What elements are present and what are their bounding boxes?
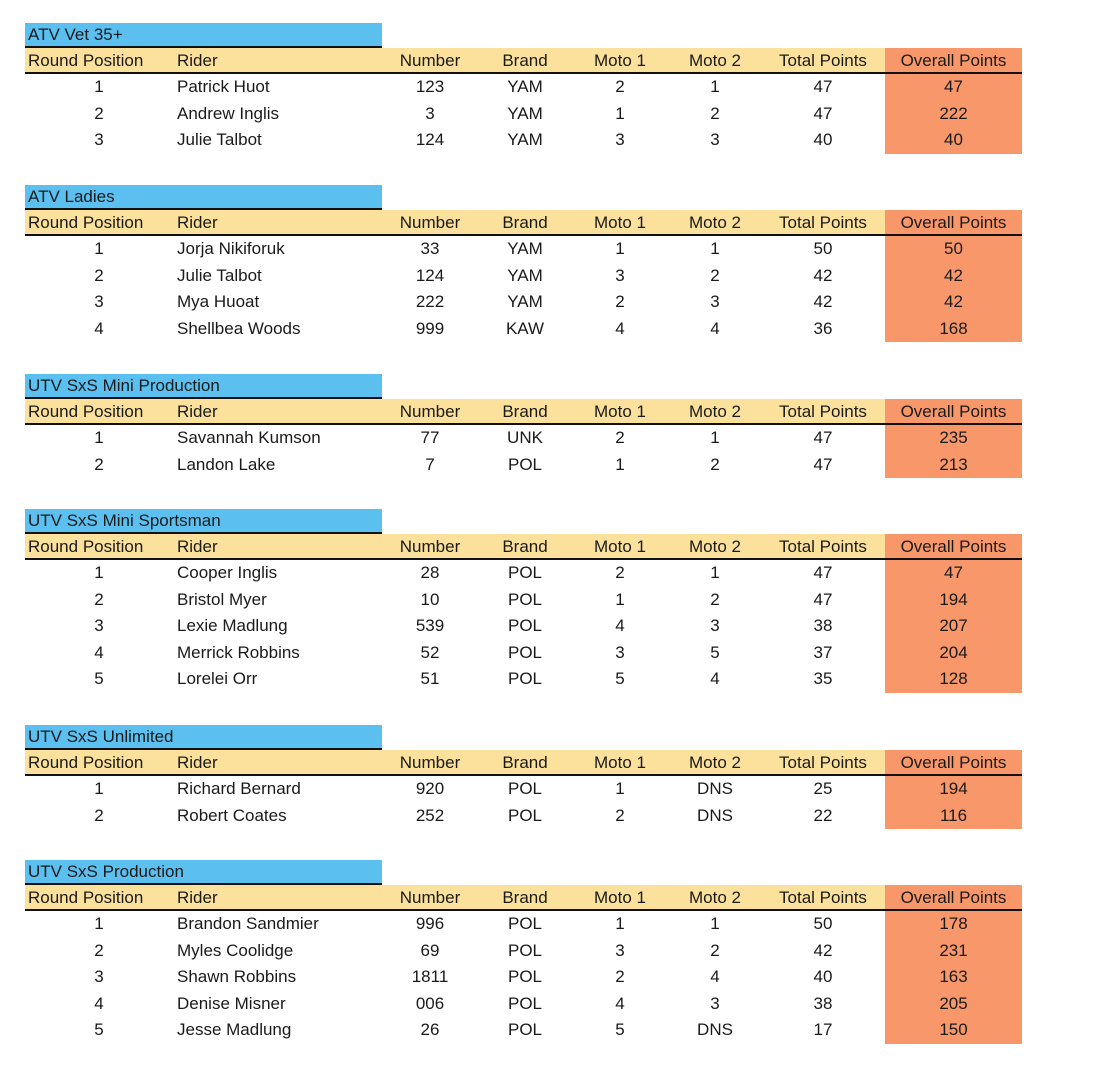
- cell-moto2: 4: [710, 669, 720, 689]
- cell-moto2: 1: [710, 428, 720, 447]
- cell-round-position: 2: [94, 454, 104, 474]
- cell-overall-points: 47: [885, 560, 1022, 587]
- results-table-section: [25, 374, 1022, 478]
- table-row: [25, 776, 1022, 803]
- table-row: [25, 1017, 1022, 1044]
- cell-number: 33: [420, 239, 440, 258]
- cell-moto1: 1: [615, 454, 625, 474]
- table-row: [25, 964, 1022, 991]
- cell-number: 124: [415, 265, 445, 285]
- cell-round-position: 3: [94, 616, 104, 636]
- cell-total-points: 42: [813, 940, 833, 960]
- cell-total-points: 47: [813, 589, 833, 609]
- cell-total-points: 47: [813, 77, 833, 96]
- column-header-brand: Brand: [502, 537, 548, 556]
- cell-brand: POL: [507, 589, 543, 609]
- table-header-row: [25, 750, 1022, 776]
- section-title: ATV Vet 35+: [25, 23, 382, 48]
- column-header-moto1: Moto 1: [594, 402, 646, 421]
- cell-brand: POL: [507, 914, 543, 933]
- column-header-overall-points: Overall Points: [885, 399, 1022, 423]
- cell-rider: Shawn Robbins: [177, 967, 297, 987]
- cell-moto1: 3: [615, 642, 625, 662]
- cell-round-position: 1: [94, 914, 104, 933]
- table-header-row: [25, 48, 1022, 74]
- column-header-rider: Rider: [177, 213, 218, 232]
- table-row: [25, 316, 1022, 343]
- cell-number: 1811: [411, 967, 449, 987]
- cell-moto1: 5: [615, 669, 625, 689]
- table-row: [25, 452, 1022, 479]
- cell-total-points: 47: [813, 103, 833, 123]
- cell-round-position: 5: [94, 1020, 104, 1040]
- column-header-rider: Rider: [177, 537, 218, 556]
- table-row: [25, 263, 1022, 290]
- cell-brand: POL: [507, 993, 543, 1013]
- cell-moto2: 2: [710, 454, 720, 474]
- table-row: [25, 666, 1022, 693]
- cell-number: 69: [420, 940, 440, 960]
- cell-total-points: 42: [813, 292, 833, 312]
- cell-brand: POL: [507, 1020, 543, 1040]
- cell-moto1: 2: [615, 805, 625, 825]
- cell-brand: POL: [507, 940, 543, 960]
- cell-overall-points: 235: [885, 425, 1022, 452]
- cell-brand: POL: [507, 669, 543, 689]
- column-header-total-points: Total Points: [779, 888, 867, 907]
- column-header-moto1: Moto 1: [594, 753, 646, 772]
- cell-brand: POL: [507, 616, 543, 636]
- cell-number: 10: [420, 589, 440, 609]
- cell-rider: Myles Coolidge: [177, 940, 294, 960]
- cell-number: 006: [415, 993, 445, 1013]
- column-header-number: Number: [399, 402, 461, 421]
- cell-moto2: 2: [710, 589, 720, 609]
- cell-total-points: 36: [813, 318, 833, 338]
- column-header-round-position: Round Position: [28, 537, 144, 556]
- cell-overall-points: 116: [885, 803, 1022, 830]
- cell-moto2: 2: [710, 265, 720, 285]
- column-header-number: Number: [399, 213, 461, 232]
- cell-number: 222: [415, 292, 445, 312]
- cell-number: 51: [420, 669, 440, 689]
- cell-moto1: 4: [615, 616, 625, 636]
- table-row: [25, 911, 1022, 938]
- cell-moto1: 1: [615, 239, 625, 258]
- cell-moto2: DNS: [697, 1020, 733, 1040]
- cell-round-position: 1: [94, 77, 104, 96]
- cell-overall-points: 231: [885, 938, 1022, 965]
- cell-rider: Jorja Nikiforuk: [177, 239, 285, 258]
- cell-overall-points: 213: [885, 452, 1022, 479]
- cell-round-position: 3: [94, 130, 104, 150]
- cell-overall-points: 163: [885, 964, 1022, 991]
- column-header-round-position: Round Position: [28, 213, 144, 232]
- cell-total-points: 37: [813, 642, 833, 662]
- section-title: UTV SxS Mini Production: [25, 374, 382, 399]
- table-row: [25, 236, 1022, 263]
- cell-rider: Lexie Madlung: [177, 616, 288, 636]
- table-row: [25, 74, 1022, 101]
- table-header-row: [25, 885, 1022, 911]
- column-header-overall-points: Overall Points: [885, 48, 1022, 72]
- cell-rider: Shellbea Woods: [177, 318, 301, 338]
- results-table-section: [25, 23, 1022, 154]
- cell-number: 920: [415, 779, 445, 798]
- column-header-brand: Brand: [502, 213, 548, 232]
- column-header-moto2: Moto 2: [689, 213, 741, 232]
- cell-round-position: 1: [94, 563, 104, 582]
- cell-number: 3: [425, 103, 435, 123]
- cell-total-points: 50: [813, 914, 833, 933]
- cell-moto2: DNS: [697, 779, 733, 798]
- cell-moto2: 3: [710, 130, 720, 150]
- column-header-number: Number: [399, 537, 461, 556]
- table-row: [25, 560, 1022, 587]
- cell-overall-points: 168: [885, 316, 1022, 343]
- table-row: [25, 613, 1022, 640]
- column-header-moto1: Moto 1: [594, 888, 646, 907]
- cell-rider: Bristol Myer: [177, 589, 267, 609]
- cell-moto1: 3: [615, 940, 625, 960]
- cell-total-points: 35: [813, 669, 833, 689]
- cell-rider: Patrick Huot: [177, 77, 270, 96]
- table-row: [25, 289, 1022, 316]
- cell-total-points: 22: [813, 805, 833, 825]
- cell-overall-points: 42: [885, 289, 1022, 316]
- cell-number: 123: [415, 77, 445, 96]
- column-header-total-points: Total Points: [779, 51, 867, 70]
- cell-total-points: 38: [813, 993, 833, 1013]
- cell-rider: Landon Lake: [177, 454, 276, 474]
- column-header-moto1: Moto 1: [594, 51, 646, 70]
- cell-round-position: 4: [94, 642, 104, 662]
- cell-overall-points: 194: [885, 776, 1022, 803]
- cell-number: 7: [425, 454, 435, 474]
- cell-moto1: 2: [615, 77, 625, 96]
- cell-total-points: 40: [813, 967, 833, 987]
- cell-round-position: 2: [94, 589, 104, 609]
- column-header-round-position: Round Position: [28, 753, 144, 772]
- cell-round-position: 4: [94, 318, 104, 338]
- cell-rider: Cooper Inglis: [177, 563, 278, 582]
- column-header-moto2: Moto 2: [689, 537, 741, 556]
- cell-moto1: 2: [615, 563, 625, 582]
- cell-total-points: 50: [813, 239, 833, 258]
- section-title: UTV SxS Mini Sportsman: [25, 509, 382, 534]
- column-header-round-position: Round Position: [28, 888, 144, 907]
- cell-round-position: 1: [94, 428, 104, 447]
- cell-moto2: 1: [710, 914, 720, 933]
- results-table-section: [25, 509, 1022, 693]
- column-header-number: Number: [399, 51, 461, 70]
- cell-overall-points: 40: [885, 127, 1022, 154]
- section-title: UTV SxS Production: [25, 860, 382, 885]
- cell-moto1: 1: [615, 914, 625, 933]
- cell-rider: Julie Talbot: [177, 130, 262, 150]
- cell-moto2: 3: [710, 292, 720, 312]
- results-table-section: [25, 725, 1022, 829]
- cell-moto2: 2: [710, 103, 720, 123]
- table-header-row: [25, 534, 1022, 560]
- cell-brand: KAW: [505, 318, 545, 338]
- cell-rider: Merrick Robbins: [177, 642, 300, 662]
- column-header-number: Number: [399, 888, 461, 907]
- column-header-round-position: Round Position: [28, 51, 144, 70]
- cell-brand: YAM: [507, 239, 543, 258]
- cell-overall-points: 194: [885, 587, 1022, 614]
- cell-number: 996: [415, 914, 445, 933]
- cell-total-points: 40: [813, 130, 833, 150]
- cell-round-position: 4: [94, 993, 104, 1013]
- cell-rider: Mya Huoat: [177, 292, 260, 312]
- results-table-section: [25, 860, 1022, 1044]
- cell-moto2: 5: [710, 642, 720, 662]
- column-header-rider: Rider: [177, 51, 218, 70]
- cell-rider: Robert Coates: [177, 805, 287, 825]
- table-header-row: [25, 210, 1022, 236]
- cell-brand: YAM: [507, 103, 543, 123]
- cell-brand: POL: [507, 563, 543, 582]
- table-row: [25, 803, 1022, 830]
- column-header-brand: Brand: [502, 888, 548, 907]
- column-header-total-points: Total Points: [779, 213, 867, 232]
- column-header-overall-points: Overall Points: [885, 885, 1022, 909]
- cell-rider: Savannah Kumson: [177, 428, 321, 447]
- cell-moto1: 4: [615, 993, 625, 1013]
- cell-brand: YAM: [507, 265, 543, 285]
- column-header-brand: Brand: [502, 51, 548, 70]
- cell-rider: Jesse Madlung: [177, 1020, 292, 1040]
- cell-round-position: 2: [94, 805, 104, 825]
- table-row: [25, 127, 1022, 154]
- cell-moto1: 1: [615, 589, 625, 609]
- cell-overall-points: 205: [885, 991, 1022, 1018]
- cell-moto2: 4: [710, 318, 720, 338]
- table-row: [25, 101, 1022, 128]
- cell-rider: Brandon Sandmier: [177, 914, 319, 933]
- cell-total-points: 47: [813, 454, 833, 474]
- cell-moto1: 2: [615, 428, 625, 447]
- cell-total-points: 17: [813, 1020, 833, 1040]
- column-header-brand: Brand: [502, 402, 548, 421]
- table-row: [25, 991, 1022, 1018]
- column-header-round-position: Round Position: [28, 402, 144, 421]
- cell-number: 28: [420, 563, 440, 582]
- column-header-rider: Rider: [177, 888, 218, 907]
- cell-brand: POL: [507, 779, 543, 798]
- cell-moto2: 1: [710, 77, 720, 96]
- cell-round-position: 1: [94, 239, 104, 258]
- cell-moto2: 2: [710, 940, 720, 960]
- cell-total-points: 38: [813, 616, 833, 636]
- column-header-moto2: Moto 2: [689, 402, 741, 421]
- cell-number: 999: [415, 318, 445, 338]
- column-header-rider: Rider: [177, 402, 218, 421]
- cell-overall-points: 42: [885, 263, 1022, 290]
- cell-round-position: 2: [94, 940, 104, 960]
- cell-moto1: 4: [615, 318, 625, 338]
- cell-round-position: 2: [94, 265, 104, 285]
- cell-moto1: 3: [615, 265, 625, 285]
- cell-number: 539: [415, 616, 445, 636]
- table-row: [25, 938, 1022, 965]
- cell-brand: POL: [507, 967, 543, 987]
- cell-rider: Lorelei Orr: [177, 669, 258, 689]
- cell-number: 26: [420, 1020, 440, 1040]
- cell-moto1: 1: [615, 103, 625, 123]
- column-header-moto1: Moto 1: [594, 537, 646, 556]
- cell-round-position: 5: [94, 669, 104, 689]
- cell-number: 52: [420, 642, 440, 662]
- cell-moto1: 3: [615, 130, 625, 150]
- cell-moto2: 3: [710, 616, 720, 636]
- cell-round-position: 3: [94, 292, 104, 312]
- cell-overall-points: 178: [885, 911, 1022, 938]
- cell-number: 252: [415, 805, 445, 825]
- cell-overall-points: 47: [885, 74, 1022, 101]
- cell-brand: POL: [507, 642, 543, 662]
- cell-overall-points: 150: [885, 1017, 1022, 1044]
- column-header-overall-points: Overall Points: [885, 210, 1022, 234]
- cell-brand: POL: [507, 454, 543, 474]
- column-header-moto2: Moto 2: [689, 888, 741, 907]
- cell-overall-points: 128: [885, 666, 1022, 693]
- column-header-moto2: Moto 2: [689, 51, 741, 70]
- results-table-section: [25, 185, 1022, 342]
- table-row: [25, 587, 1022, 614]
- cell-number: 77: [420, 428, 440, 447]
- cell-rider: Richard Bernard: [177, 779, 301, 798]
- cell-overall-points: 222: [885, 101, 1022, 128]
- cell-brand: YAM: [507, 130, 543, 150]
- cell-total-points: 25: [813, 779, 833, 798]
- section-title: ATV Ladies: [25, 185, 382, 210]
- cell-number: 124: [415, 130, 445, 150]
- cell-moto2: 1: [710, 239, 720, 258]
- cell-brand: POL: [507, 805, 543, 825]
- table-row: [25, 425, 1022, 452]
- cell-rider: Denise Misner: [177, 993, 286, 1013]
- column-header-total-points: Total Points: [779, 537, 867, 556]
- cell-overall-points: 204: [885, 640, 1022, 667]
- column-header-total-points: Total Points: [779, 402, 867, 421]
- cell-moto2: DNS: [697, 805, 733, 825]
- section-title: UTV SxS Unlimited: [25, 725, 382, 750]
- cell-brand: UNK: [507, 428, 543, 447]
- cell-moto1: 1: [615, 779, 625, 798]
- table-row: [25, 640, 1022, 667]
- cell-moto2: 4: [710, 967, 720, 987]
- column-header-number: Number: [399, 753, 461, 772]
- column-header-overall-points: Overall Points: [885, 534, 1022, 558]
- cell-moto1: 2: [615, 292, 625, 312]
- table-header-row: [25, 399, 1022, 425]
- column-header-brand: Brand: [502, 753, 548, 772]
- column-header-overall-points: Overall Points: [885, 750, 1022, 774]
- cell-moto1: 2: [615, 967, 625, 987]
- cell-round-position: 3: [94, 967, 104, 987]
- cell-moto2: 1: [710, 563, 720, 582]
- cell-rider: Andrew Inglis: [177, 103, 280, 123]
- column-header-total-points: Total Points: [779, 753, 867, 772]
- cell-total-points: 47: [813, 428, 833, 447]
- cell-total-points: 42: [813, 265, 833, 285]
- cell-rider: Julie Talbot: [177, 265, 262, 285]
- cell-round-position: 2: [94, 103, 104, 123]
- cell-round-position: 1: [94, 779, 104, 798]
- cell-moto1: 5: [615, 1020, 625, 1040]
- cell-moto2: 3: [710, 993, 720, 1013]
- cell-overall-points: 50: [885, 236, 1022, 263]
- cell-brand: YAM: [507, 292, 543, 312]
- column-header-moto1: Moto 1: [594, 213, 646, 232]
- cell-total-points: 47: [813, 563, 833, 582]
- column-header-rider: Rider: [177, 753, 218, 772]
- column-header-moto2: Moto 2: [689, 753, 741, 772]
- cell-overall-points: 207: [885, 613, 1022, 640]
- cell-brand: YAM: [507, 77, 543, 96]
